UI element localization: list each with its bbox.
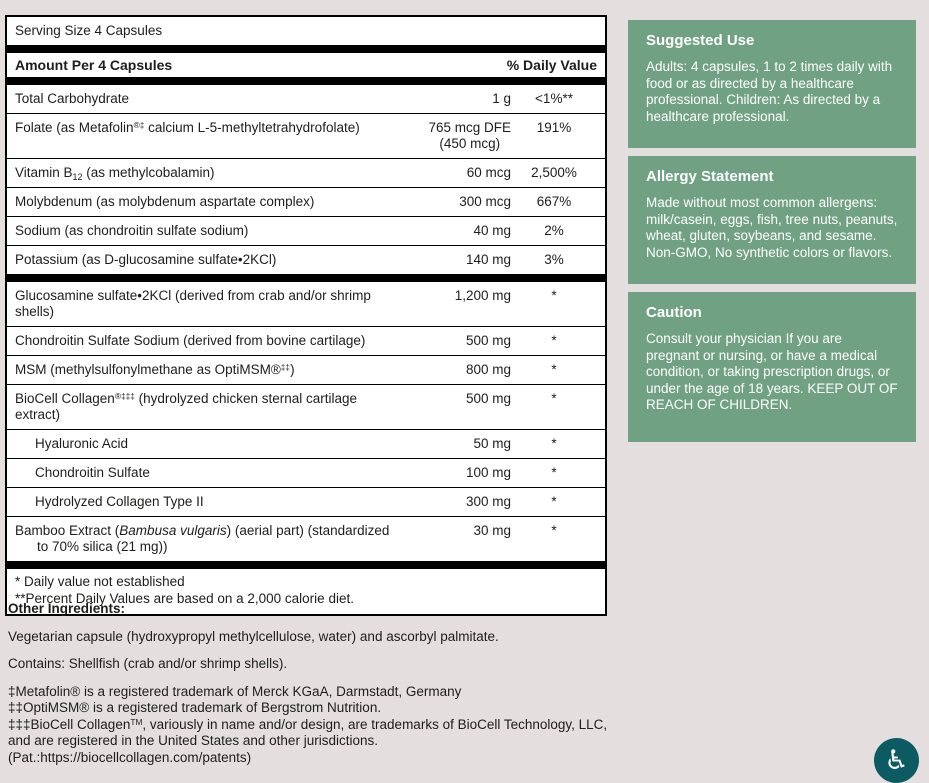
ingredient-row [7, 188, 605, 217]
ingredient-amount: 800 mg [465, 362, 511, 377]
ingredient-daily-value: 3% [544, 252, 564, 267]
serving-size: Serving Size 4 Capsules [15, 23, 163, 38]
trademark-notes [8, 684, 608, 767]
ingredient-daily-value: 667% [536, 194, 572, 209]
daily-value-heading: % Daily Value [506, 57, 597, 73]
ingredient-row [7, 282, 605, 327]
ingredient-amount: 100 mg [465, 465, 511, 480]
footnote: * Daily value not established [15, 574, 185, 589]
ingredient-row [7, 217, 605, 246]
wheelchair-icon: ♿ [884, 745, 909, 776]
ingredient-name: Hydrolyzed Collagen Type II [35, 494, 204, 509]
ingredient-row [7, 430, 605, 459]
ingredient-name: Folate (as Metafolin®‡ calcium L-5-methyltetrahydrofolate) [15, 120, 360, 135]
ingredient-daily-value: * [551, 391, 557, 406]
ingredient-amount: 50 mg [473, 436, 511, 451]
ingredient-daily-value: 191% [536, 120, 572, 135]
section-divider-bar [7, 77, 605, 85]
section-divider-bar [7, 45, 605, 53]
ingredient-amount: 30 mg [473, 523, 511, 538]
allergy-statement-panel [628, 156, 916, 284]
supplement-facts-panel [5, 15, 607, 616]
ingredient-daily-value: * [551, 436, 557, 451]
ingredient-daily-value: * [551, 523, 557, 538]
ingredient-name: Potassium (as D-glucosamine sulfate•2KCl) [15, 252, 277, 267]
ingredient-amount: 60 mcg [466, 165, 511, 180]
ingredient-name: Hyaluronic Acid [35, 436, 129, 451]
ingredient-daily-value: * [551, 465, 557, 480]
ingredient-row [7, 459, 605, 488]
ingredient-name: MSM (methylsulfonylmethane as OptiMSM®‡‡) [15, 362, 295, 377]
ingredient-row [7, 356, 605, 385]
suggested-use-panel [628, 20, 916, 148]
panel-body: Made without most common allergens: milk/casein, eggs, fish, tree nuts, peanuts, wheat, gluten, soybeans, and sesame. Non-GMO, No synthetic colors or flavors. [646, 195, 898, 260]
ingredient-daily-value: * [551, 362, 557, 377]
ingredient-name: Sodium (as chondroitin sulfate sodium) [15, 223, 249, 238]
ingredient-amount: 1 g [492, 91, 511, 106]
ingredient-amount: 140 mg [465, 252, 511, 267]
ingredient-row [7, 114, 605, 159]
panel-body: Consult your physician If you are pregnant or nursing, or have a medical condition, or taking prescription drugs, or under the age of 18 years. KEEP OUT OF REACH OF CHILDREN. [646, 331, 898, 412]
ingredient-daily-value: * [551, 333, 557, 348]
panel-body: Adults: 4 capsules, 1 to 2 times daily with food or as directed by a healthcare professional. Children: As directed by a healthcare professional. [646, 59, 893, 124]
ingredient-name: Glucosamine sulfate•2KCl (derived from crab and/or shrimp shells) [15, 288, 371, 319]
other-ingredients-text: Vegetarian capsule (hydroxypropyl methylcellulose, water) and ascorbyl palmitate. [8, 628, 499, 644]
trademark-line: ‡‡OptiMSM® is a registered trademark of Bergstrom Nutrition. [8, 700, 382, 715]
ingredient-amount: 500 mg [465, 333, 511, 348]
ingredient-row [7, 85, 605, 114]
ingredient-name: Bamboo Extract (Bambusa vulgaris) (aerial part) (standardized to 70% silica (21 mg)) [15, 523, 390, 554]
ingredient-amount: 500 mg [465, 391, 511, 406]
ingredient-name: Chondroitin Sulfate [35, 465, 150, 480]
caution-panel [628, 292, 916, 442]
ingredient-amount: 40 mg [473, 223, 511, 238]
info-panels-column [628, 20, 916, 442]
ingredient-amount: 1,200 mg [454, 288, 511, 303]
section-divider-bar [7, 561, 605, 569]
trademark-line: ‡Metafolin® is a registered trademark of Merck KGaA, Darmstadt, Germany [8, 683, 462, 699]
trademark-line: ‡‡‡BioCell Collagen™, variously in name and/or design, are trademarks of BioCell Technology, LLC, and are registered in the United States and other jurisdictions. (Pat.:https://biocellcollagen.com/patents) [8, 716, 608, 765]
ingredient-daily-value: * [551, 288, 557, 303]
ingredient-name: Vitamin $B_{12}$ (as methylcobalamin) [15, 165, 215, 182]
ingredient-amount: 300 mcg [459, 194, 511, 209]
panel-title: Suggested Use [646, 32, 755, 49]
panel-title: Allergy Statement [646, 168, 774, 185]
ingredient-name: Chondroitin Sulfate Sodium (derived from bovine cartilage) [15, 333, 366, 348]
contains-text: Contains: Shellfish (crab and/or shrimp shells). [8, 656, 288, 671]
other-information-section [8, 601, 608, 766]
section-divider-bar [7, 274, 605, 282]
ingredient-amount: 765 mcg DFE (450 mcg) [428, 120, 511, 151]
ingredient-daily-value: <1%** [535, 91, 573, 106]
ingredient-row [7, 385, 605, 430]
accessibility-widget-button[interactable] [874, 738, 919, 783]
ingredient-row [7, 488, 605, 517]
footnote: **Percent Daily Values are based on a 2,000 calorie diet. [15, 590, 354, 606]
ingredient-name: Molybdenum (as molybdenum aspartate complex) [15, 194, 315, 209]
ingredient-daily-value: 2% [544, 223, 564, 238]
other-ingredients-label: Other Ingredients: [8, 601, 126, 616]
ingredient-name: Total Carbohydrate [15, 91, 130, 106]
ingredient-name: BioCell Collagen®‡‡‡ (hydrolyzed chicken sternal cartilage extract) [15, 391, 358, 422]
ingredient-daily-value: * [551, 494, 557, 509]
ingredient-row [7, 517, 605, 561]
supplement-rows [7, 85, 605, 569]
panel-title: Caution [646, 304, 702, 321]
amount-per-heading: Amount Per 4 Capsules [15, 57, 173, 73]
ingredient-row [7, 246, 605, 274]
ingredient-daily-value: 2,500% [531, 165, 577, 180]
ingredient-amount: 300 mg [465, 494, 511, 509]
facts-header-row [7, 53, 605, 77]
ingredient-row [7, 159, 605, 188]
ingredient-row [7, 327, 605, 356]
